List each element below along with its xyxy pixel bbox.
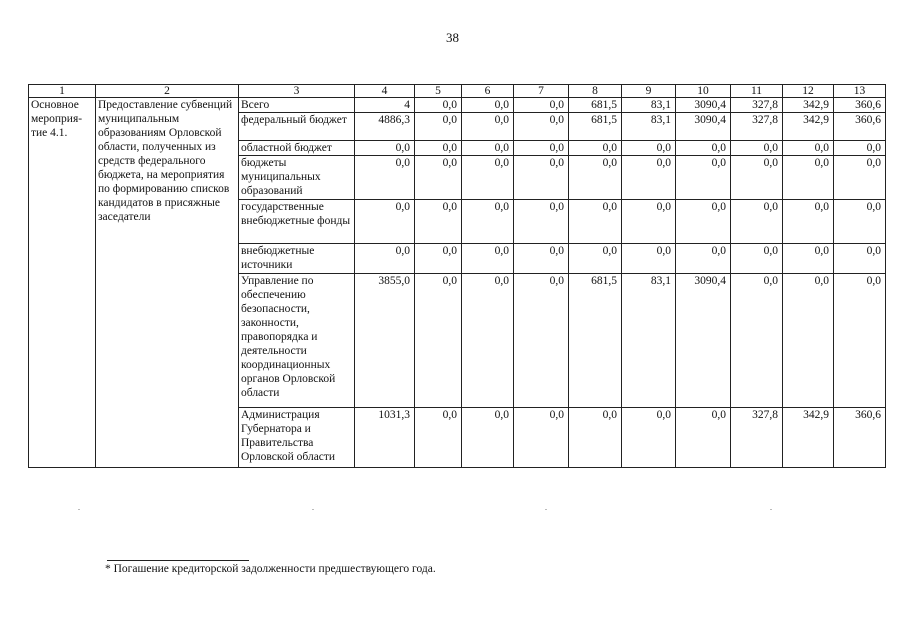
value-cell: 1031,3 bbox=[355, 408, 415, 468]
value-cell: 0,0 bbox=[514, 244, 569, 274]
header-cell: 12 bbox=[783, 85, 834, 98]
value-cell: 0,0 bbox=[731, 156, 783, 200]
value-cell: 0,0 bbox=[415, 98, 462, 113]
value-cell: 0,0 bbox=[514, 408, 569, 468]
value-cell: 0,0 bbox=[514, 113, 569, 141]
value-cell: 360,6 bbox=[834, 408, 886, 468]
value-cell: 0,0 bbox=[462, 98, 514, 113]
row-label: Всего bbox=[239, 98, 355, 113]
value-cell: 0,0 bbox=[834, 244, 886, 274]
value-cell: 3090,4 bbox=[676, 274, 731, 408]
header-cell: 8 bbox=[569, 85, 622, 98]
value-cell: 83,1 bbox=[622, 113, 676, 141]
value-cell: 0,0 bbox=[355, 156, 415, 200]
value-cell: 0,0 bbox=[676, 244, 731, 274]
header-cell: 9 bbox=[622, 85, 676, 98]
value-cell: 327,8 bbox=[731, 98, 783, 113]
header-cell: 1 bbox=[29, 85, 96, 98]
value-cell: 0,0 bbox=[834, 274, 886, 408]
header-cell: 10 bbox=[676, 85, 731, 98]
header-cell: 2 bbox=[96, 85, 239, 98]
value-cell: 83,1 bbox=[622, 274, 676, 408]
row-label: Управление по обеспечению безопасности, законности, правопорядка и деятельности координационных органов Орловской области bbox=[239, 274, 355, 408]
value-cell: 342,9 bbox=[783, 98, 834, 113]
header-cell: 6 bbox=[462, 85, 514, 98]
value-cell: 0,0 bbox=[415, 408, 462, 468]
value-cell: 342,9 bbox=[783, 408, 834, 468]
value-cell: 0,0 bbox=[355, 244, 415, 274]
value-cell: 0,0 bbox=[569, 244, 622, 274]
value-cell: 0,0 bbox=[415, 244, 462, 274]
value-cell: 0,0 bbox=[462, 200, 514, 244]
value-cell: 0,0 bbox=[462, 113, 514, 141]
value-cell: 0,0 bbox=[569, 200, 622, 244]
value-cell: 681,5 bbox=[569, 113, 622, 141]
value-cell: 0,0 bbox=[676, 200, 731, 244]
value-cell: 0,0 bbox=[514, 156, 569, 200]
value-cell: 0,0 bbox=[676, 408, 731, 468]
value-cell: 0,0 bbox=[514, 274, 569, 408]
value-cell: 0,0 bbox=[731, 244, 783, 274]
value-cell: 0,0 bbox=[622, 200, 676, 244]
scan-dot bbox=[770, 509, 772, 510]
value-cell: 0,0 bbox=[676, 156, 731, 200]
value-cell: 0,0 bbox=[462, 141, 514, 156]
value-cell: 0,0 bbox=[622, 156, 676, 200]
value-cell: 0,0 bbox=[415, 141, 462, 156]
value-cell: 0,0 bbox=[462, 244, 514, 274]
row-label: Администрация Губернатора и Правительства Орловской области bbox=[239, 408, 355, 468]
value-cell: 0,0 bbox=[462, 274, 514, 408]
value-cell: 327,8 bbox=[731, 408, 783, 468]
table-row bbox=[29, 98, 886, 113]
header-cell: 13 bbox=[834, 85, 886, 98]
value-cell: 4886,3 bbox=[355, 113, 415, 141]
value-cell: 0,0 bbox=[622, 141, 676, 156]
value-cell: 342,9 bbox=[783, 113, 834, 141]
description-cell: Предоставление субвенций муниципальным образованиям Орловской области, полученных из средств федерального бюджета, на мероприятия по формированию списков кандидатов в присяжные заседатели bbox=[96, 98, 239, 468]
row-label: государственные внебюджетные фонды bbox=[239, 200, 355, 244]
value-cell: 0,0 bbox=[731, 200, 783, 244]
header-cell: 5 bbox=[415, 85, 462, 98]
table-header-row bbox=[29, 85, 886, 98]
value-cell: 0,0 bbox=[569, 408, 622, 468]
value-cell: 0,0 bbox=[676, 141, 731, 156]
scan-dot bbox=[545, 509, 547, 510]
value-cell: 0,0 bbox=[783, 141, 834, 156]
header-cell: 3 bbox=[239, 85, 355, 98]
activity-cell: Основное мероприя-тие 4.1. bbox=[29, 98, 96, 468]
value-cell: 0,0 bbox=[415, 274, 462, 408]
value-cell: 681,5 bbox=[569, 274, 622, 408]
value-cell: 3090,4 bbox=[676, 98, 731, 113]
value-cell: 0,0 bbox=[415, 156, 462, 200]
header-cell: 4 bbox=[355, 85, 415, 98]
value-cell: 3855,0 bbox=[355, 274, 415, 408]
value-cell: 681,5 bbox=[569, 98, 622, 113]
scan-dot bbox=[78, 509, 80, 510]
value-cell: 83,1 bbox=[622, 98, 676, 113]
budget-table bbox=[28, 84, 886, 468]
value-cell: 0,0 bbox=[783, 156, 834, 200]
value-cell: 0,0 bbox=[514, 98, 569, 113]
value-cell: 0,0 bbox=[415, 113, 462, 141]
value-cell: 0,0 bbox=[731, 141, 783, 156]
page-number: 38 bbox=[446, 30, 459, 45]
value-cell: 0,0 bbox=[355, 141, 415, 156]
value-cell: 0,0 bbox=[514, 200, 569, 244]
value-cell: 0,0 bbox=[462, 156, 514, 200]
value-cell: 0,0 bbox=[783, 200, 834, 244]
value-cell: 0,0 bbox=[355, 200, 415, 244]
value-cell: 3090,4 bbox=[676, 113, 731, 141]
value-cell: 0,0 bbox=[834, 141, 886, 156]
value-cell: 0,0 bbox=[569, 141, 622, 156]
row-label: бюджеты муниципальных образований bbox=[239, 156, 355, 200]
row-label: федеральный бюджет bbox=[239, 113, 355, 141]
value-cell: 0,0 bbox=[622, 408, 676, 468]
header-cell: 11 bbox=[731, 85, 783, 98]
value-cell: 0,0 bbox=[834, 156, 886, 200]
scan-dot bbox=[312, 509, 314, 510]
row-label: областной бюджет bbox=[239, 141, 355, 156]
value-cell: 360,6 bbox=[834, 113, 886, 141]
value-cell: 0,0 bbox=[415, 200, 462, 244]
value-cell: 0,0 bbox=[622, 244, 676, 274]
value-cell: 327,8 bbox=[731, 113, 783, 141]
value-cell: 0,0 bbox=[783, 274, 834, 408]
value-cell: 0,0 bbox=[731, 274, 783, 408]
value-cell: 0,0 bbox=[834, 200, 886, 244]
value-cell: 0,0 bbox=[569, 156, 622, 200]
value-cell: 0,0 bbox=[462, 408, 514, 468]
value-cell: 4 bbox=[355, 98, 415, 113]
value-cell: 0,0 bbox=[783, 244, 834, 274]
header-cell: 7 bbox=[514, 85, 569, 98]
value-cell: 360,6 bbox=[834, 98, 886, 113]
value-cell: 0,0 bbox=[514, 141, 569, 156]
footnote-separator bbox=[107, 560, 249, 561]
row-label: внебюджетные источники bbox=[239, 244, 355, 274]
footnote: * Погашение кредиторской задолженности предшествующего года. bbox=[105, 563, 436, 575]
